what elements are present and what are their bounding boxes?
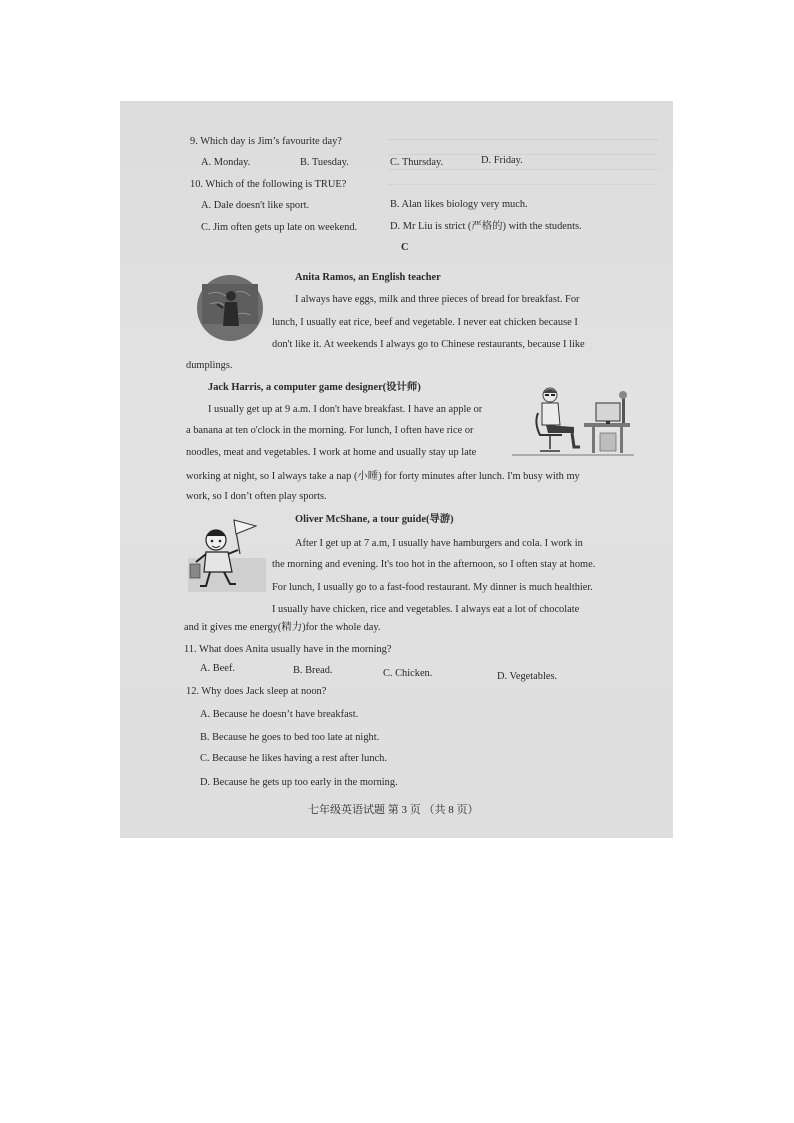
q11-option-d: D. Vegetables.	[497, 671, 558, 682]
jack-line-5: work, so I don’t often play sports.	[186, 491, 327, 502]
anita-line-4: dumplings.	[186, 360, 233, 371]
q10-option-a: A. Dale doesn't like sport.	[201, 200, 310, 211]
anita-photo	[196, 274, 264, 342]
oliver-heading: Oliver McShane, a tour guide(导游)	[295, 514, 454, 525]
q9-option-a: A. Monday.	[201, 157, 251, 168]
q10-option-d: D. Mr Liu is strict (严格的) with the students.	[390, 221, 582, 232]
jack-line-4: working at night, so I always take a nap (小睡) for forty minutes after lunch. I'm busy with my	[186, 471, 580, 482]
oliver-line-5: and it gives me energy(精力)for the whole day.	[184, 622, 381, 633]
q11-option-b: B. Bread.	[293, 665, 333, 676]
q9-option-c: C. Thursday.	[390, 157, 444, 168]
section-label: C	[401, 242, 409, 253]
jack-line-1: I usually get up at 9 a.m. I don't have breakfast. I have an apple or	[208, 404, 483, 415]
q11-option-a: A. Beef.	[200, 663, 235, 674]
q10-option-c: C. Jim often gets up late on weekend.	[201, 222, 358, 233]
q10-option-b: B. Alan likes biology very much.	[390, 199, 528, 210]
q12-option-d: D. Because he gets up too early in the morning.	[200, 777, 398, 788]
q10-stem: 10. Which of the following is TRUE?	[190, 179, 347, 190]
q11-option-c: C. Chicken.	[383, 668, 433, 679]
jack-line-2: a banana at ten o'clock in the morning. For lunch, I often have rice or	[186, 425, 474, 436]
jack-heading: Jack Harris, a computer game designer(设计师)	[208, 382, 421, 393]
q11-stem: 11. What does Anita usually have in the morning?	[184, 644, 392, 655]
q12-option-c: C. Because he likes having a rest after lunch.	[200, 753, 387, 764]
computer-designer-illustration	[512, 383, 634, 459]
q12-option-a: A. Because he doesn’t have breakfast.	[200, 709, 359, 720]
anita-line-2: lunch, I usually eat rice, beef and vegetable. I never eat chicken because I	[272, 317, 578, 328]
q12-option-b: B. Because he goes to bed too late at night.	[200, 732, 380, 743]
oliver-line-3: For lunch, I usually go to a fast-food restaurant. My dinner is much healthier.	[272, 582, 593, 593]
q9-option-b: B. Tuesday.	[300, 157, 349, 168]
q12-stem: 12. Why does Jack sleep at noon?	[186, 686, 327, 697]
jack-line-3: noodles, meat and vegetables. I work at home and usually stay up late	[186, 447, 477, 458]
anita-line-1: I always have eggs, milk and three pieces of bread for breakfast. For	[295, 294, 580, 305]
tour-guide-cartoon	[188, 514, 266, 592]
oliver-line-4: I usually have chicken, rice and vegetables. I always eat a lot of chocolate	[272, 604, 580, 615]
q9-stem: 9. Which day is Jim’s favourite day?	[190, 136, 342, 147]
anita-heading: Anita Ramos, an English teacher	[295, 272, 441, 283]
q9-option-d: D. Friday.	[481, 155, 523, 166]
oliver-line-1: After I get up at 7 a.m, I usually have hamburgers and cola. I work in	[295, 538, 583, 549]
scanned-page	[120, 101, 673, 838]
oliver-line-2: the morning and evening. It's too hot in the afternoon, so I often stay at home.	[272, 559, 596, 570]
page-footer: 七年级英语试题 第 3 页 （共 8 页）	[308, 804, 479, 816]
anita-line-3: don't like it. At weekends I always go to Chinese restaurants, because I like	[272, 339, 585, 350]
